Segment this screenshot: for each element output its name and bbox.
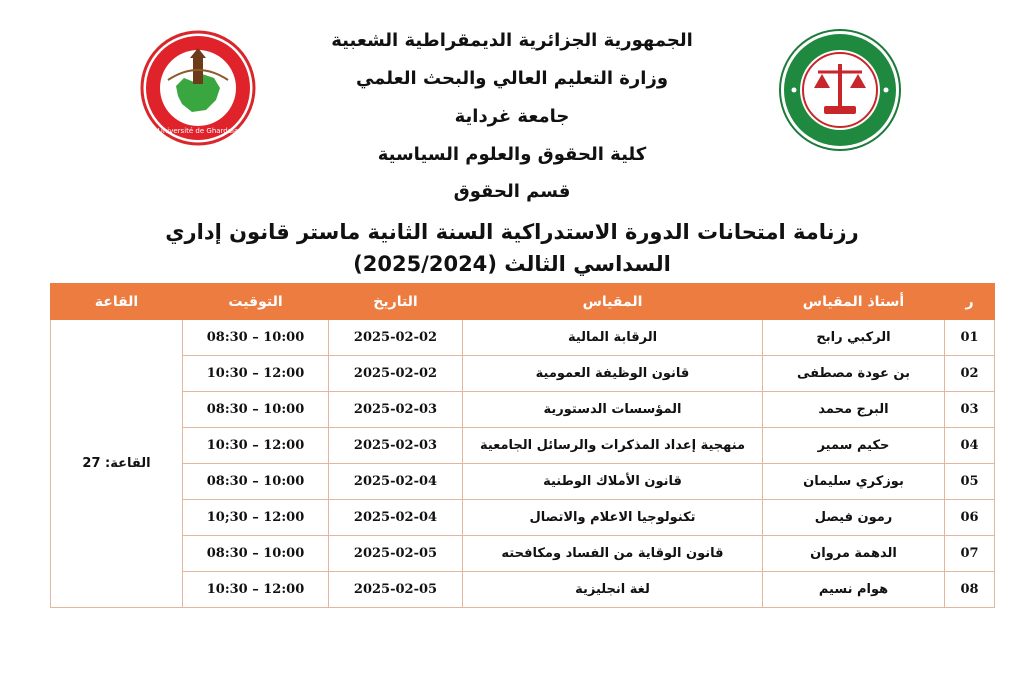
- header-date: التاريخ: [329, 284, 463, 320]
- row-professor: بن عودة مصطفى: [763, 356, 945, 392]
- header-num: ر: [945, 284, 995, 320]
- row-time: 10:30 – 12:00: [183, 428, 329, 464]
- header-ministry: وزارة التعليم العالي والبحث العلمي: [355, 68, 669, 89]
- row-date: 2025-02-03: [329, 392, 463, 428]
- row-date: 2025-02-04: [329, 500, 463, 536]
- table-row: [51, 572, 995, 608]
- row-subject: قانون الأملاك الوطنية: [463, 464, 763, 500]
- row-time: 10;30 – 12:00: [183, 500, 329, 536]
- row-subject: تكنولوجيا الاعلام والاتصال: [463, 500, 763, 536]
- header-faculty: كلية الحقوق والعلوم السياسية: [377, 144, 647, 165]
- row-subject: المؤسسات الدستورية: [463, 392, 763, 428]
- table-row: [51, 428, 995, 464]
- row-professor: حكيم سمير: [763, 428, 945, 464]
- row-professor: بوزكري سليمان: [763, 464, 945, 500]
- row-time: 08:30 – 10:00: [183, 536, 329, 572]
- row-professor: الركبي رابح: [763, 320, 945, 356]
- row-time: 08:30 – 10:00: [183, 464, 329, 500]
- header-hall: القاعة: [51, 284, 183, 320]
- row-time: 10:30 – 12:00: [183, 572, 329, 608]
- row-professor: هوام نسيم: [763, 572, 945, 608]
- row-num: 02: [945, 356, 995, 392]
- row-num: 06: [945, 500, 995, 536]
- row-num: 04: [945, 428, 995, 464]
- table-row: [51, 500, 995, 536]
- table-row: [51, 464, 995, 500]
- row-subject: قانون الوظيفة العمومية: [463, 356, 763, 392]
- header-department: قسم الحقوق: [453, 181, 571, 202]
- header-time: التوقيت: [183, 284, 329, 320]
- header-subject: المقياس: [463, 284, 763, 320]
- row-date: 2025-02-02: [329, 356, 463, 392]
- table-row: [51, 536, 995, 572]
- row-subject: قانون الوقاية من الفساد ومكافحته: [463, 536, 763, 572]
- row-date: 2025-02-04: [329, 464, 463, 500]
- row-date: 2025-02-02: [329, 320, 463, 356]
- row-professor: البرج محمد: [763, 392, 945, 428]
- row-num: 08: [945, 572, 995, 608]
- exam-schedule-table: [50, 283, 995, 608]
- row-date: 2025-02-05: [329, 572, 463, 608]
- table-header-row: [51, 284, 995, 320]
- hall-cell: القاعة: 27: [51, 320, 183, 608]
- row-num: 05: [945, 464, 995, 500]
- row-subject: لغة انجليزية: [463, 572, 763, 608]
- header-professor: أستاذ المقياس: [763, 284, 945, 320]
- row-num: 07: [945, 536, 995, 572]
- row-professor: الدهمة مروان: [763, 536, 945, 572]
- row-professor: رمون فيصل: [763, 500, 945, 536]
- table-row: [51, 356, 995, 392]
- table-row: [51, 320, 995, 356]
- row-subject: منهجية إعداد المذكرات والرسائل الجامعية: [463, 428, 763, 464]
- row-num: 03: [945, 392, 995, 428]
- header-university: جامعة غرداية: [454, 106, 570, 127]
- row-num: 01: [945, 320, 995, 356]
- row-time: 08:30 – 10:00: [183, 320, 329, 356]
- schedule-semester: السداسي الثالث (2025/2024): [353, 252, 671, 276]
- row-time: 08:30 – 10:00: [183, 392, 329, 428]
- table-row: [51, 392, 995, 428]
- row-date: 2025-02-03: [329, 428, 463, 464]
- row-date: 2025-02-05: [329, 536, 463, 572]
- row-subject: الرقابة المالية: [463, 320, 763, 356]
- header-republic: الجمهورية الجزائرية الديمقراطية الشعبية: [331, 30, 693, 51]
- svg-text:Université de Ghardaia: Université de Ghardaia: [157, 127, 239, 135]
- schedule-title: رزنامة امتحانات الدورة الاستدراكية السنة الثانية ماستر قانون إداري: [165, 220, 859, 244]
- row-time: 10:30 – 12:00: [183, 356, 329, 392]
